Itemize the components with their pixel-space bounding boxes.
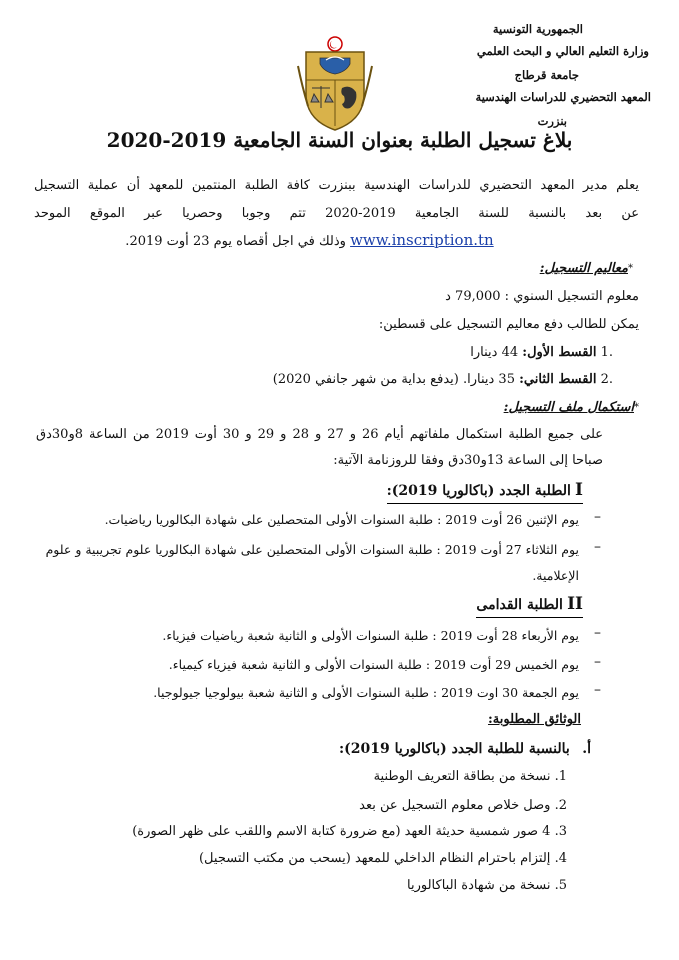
section-2-numeral: II: [567, 594, 583, 614]
intro-line-2: عن بعد بالنسبة للسنة الجامعية 2019-2020 تتم وجوبا وحصريا عبر الموقع الموحد: [34, 206, 639, 221]
dash-bullet: –: [594, 682, 601, 698]
section-1-title: الطلبة الجدد (باكالوريا 2019):: [386, 483, 571, 499]
fees-installment-2: .2 القسط الثاني: 35 دينارا. (يدفع بداية من شهر جانفي 2020): [272, 372, 613, 387]
dash-bullet: –: [594, 539, 601, 555]
fees-section: [36, 259, 633, 279]
section-2-item-1: يوم الأربعاء 28 أوت 2019 : طلبة السنوات الأولى و الثانية شعبة رياضيات فيزياء.: [162, 628, 579, 643]
section-1-item-2-continued: الإعلامية.: [532, 568, 579, 583]
installment-2-value: 35 دينارا. (يدفع بداية من شهر جانفي 2020): [272, 372, 515, 387]
completion-line-1: على جميع الطلبة استكمال ملفاتهم أيام 26 و 27 و 28 و 29 و 30 أوت 2019 من الساعة 8و30دق: [36, 427, 603, 442]
fees-annual: معلوم التسجيل السنوي : 79,000 د: [445, 289, 639, 304]
fees-heading: معاليم التسجيل:: [539, 261, 628, 276]
header-institute: المعهد التحضيري للدراسات الهندسية: [475, 90, 651, 104]
completion-heading: استكمال ملف التسجيل:: [503, 400, 634, 415]
header-university: جامعة قرطاج: [514, 68, 579, 82]
document-item-3: 3. 4 صور شمسية حديثة العهد (مع ضرورة كتابة الاسم واللقب على ظهر الصورة): [132, 824, 567, 839]
header-city: بنزرت: [537, 114, 567, 128]
section-2-header: [36, 594, 583, 618]
star-bullet-icon: *: [634, 402, 639, 413]
section-1-numeral: I: [575, 480, 583, 500]
documents-sub-label: أ.: [582, 741, 591, 757]
page-title: بلاغ تسجيل الطلبة بعنوان السنة الجامعية 2019-2020: [106, 128, 573, 152]
documents-sub-title: بالنسبة للطلبة الجدد (باكالوريا 2019):: [338, 741, 570, 757]
installment-1-label: القسط الأول:: [522, 345, 597, 360]
dash-bullet: –: [594, 509, 601, 525]
section-1-item-1: يوم الإثنين 26 أوت 2019 : طلبة السنوات الأولى المتحصلين على شهادة البكالوريا رياضيات.: [104, 512, 579, 527]
header-ministry: وزارة التعليم العالي و البحث العلمي: [476, 44, 649, 58]
document-item-4: 4. إلتزام باحترام النظام الداخلي للمعهد (يسحب من مكتب التسجيل): [198, 851, 567, 866]
document-item-1: 1. نسخة من بطاقة التعريف الوطنية: [373, 769, 567, 784]
completion-line-2: صباحا إلى الساعة 13و30دق وفقا للروزنامة الآتية:: [333, 453, 603, 468]
fees-installments-note: يمكن للطالب دفع معاليم التسجيل على قسطين:: [378, 317, 639, 332]
section-1-header: [36, 480, 583, 504]
fees-installment-1: .1 القسط الأول: 44 دينارا: [470, 345, 613, 360]
tunisia-coat-of-arms-icon: [296, 36, 374, 132]
dash-bullet: –: [594, 654, 601, 670]
section-2-item-2: يوم الخميس 29 أوت 2019 : طلبة السنوات الأولى و الثانية شعبة فيزياء كيمياء.: [168, 657, 579, 672]
inscription-link[interactable]: www.inscription.tn: [350, 231, 494, 249]
star-bullet-icon: *: [628, 263, 633, 274]
installment-1-value: 44 دينارا: [470, 345, 519, 360]
documents-heading: الوثائق المطلوبة:: [487, 712, 581, 727]
intro-line-1: يعلم مدير المعهد التحضيري للدراسات الهندسية ببنزرت كافة الطلبة المنتمين للمعهد أن عملية التسجيل: [34, 178, 639, 193]
document-item-2: 2. وصل خلاص معلوم التسجيل عن بعد: [359, 798, 567, 813]
section-2-item-3: يوم الجمعة 30 اوت 2019 : طلبة السنوات الأولى و الثانية شعبة بيولوجيا جيولوجيا.: [153, 685, 579, 700]
section-2-title: الطلبة القدامى: [476, 597, 563, 613]
section-1-item-2: يوم الثلاثاء 27 أوت 2019 : طلبة السنوات الأولى المتحصلين على شهادة البكالوريا علوم تجريبية و علوم: [45, 542, 579, 557]
header-republic: الجمهورية التونسية: [492, 22, 583, 36]
documents-subsection: [339, 739, 591, 759]
intro-line-3: [0, 230, 679, 252]
installment-2-label: القسط الثاني:: [519, 372, 597, 387]
document-item-5: 5. نسخة من شهادة الباكالوريا: [407, 878, 567, 893]
completion-section: [36, 398, 639, 418]
dash-bullet: –: [594, 625, 601, 641]
intro-deadline: وذلك في اجل أقصاه يوم 23 أوت 2019.: [125, 234, 346, 249]
